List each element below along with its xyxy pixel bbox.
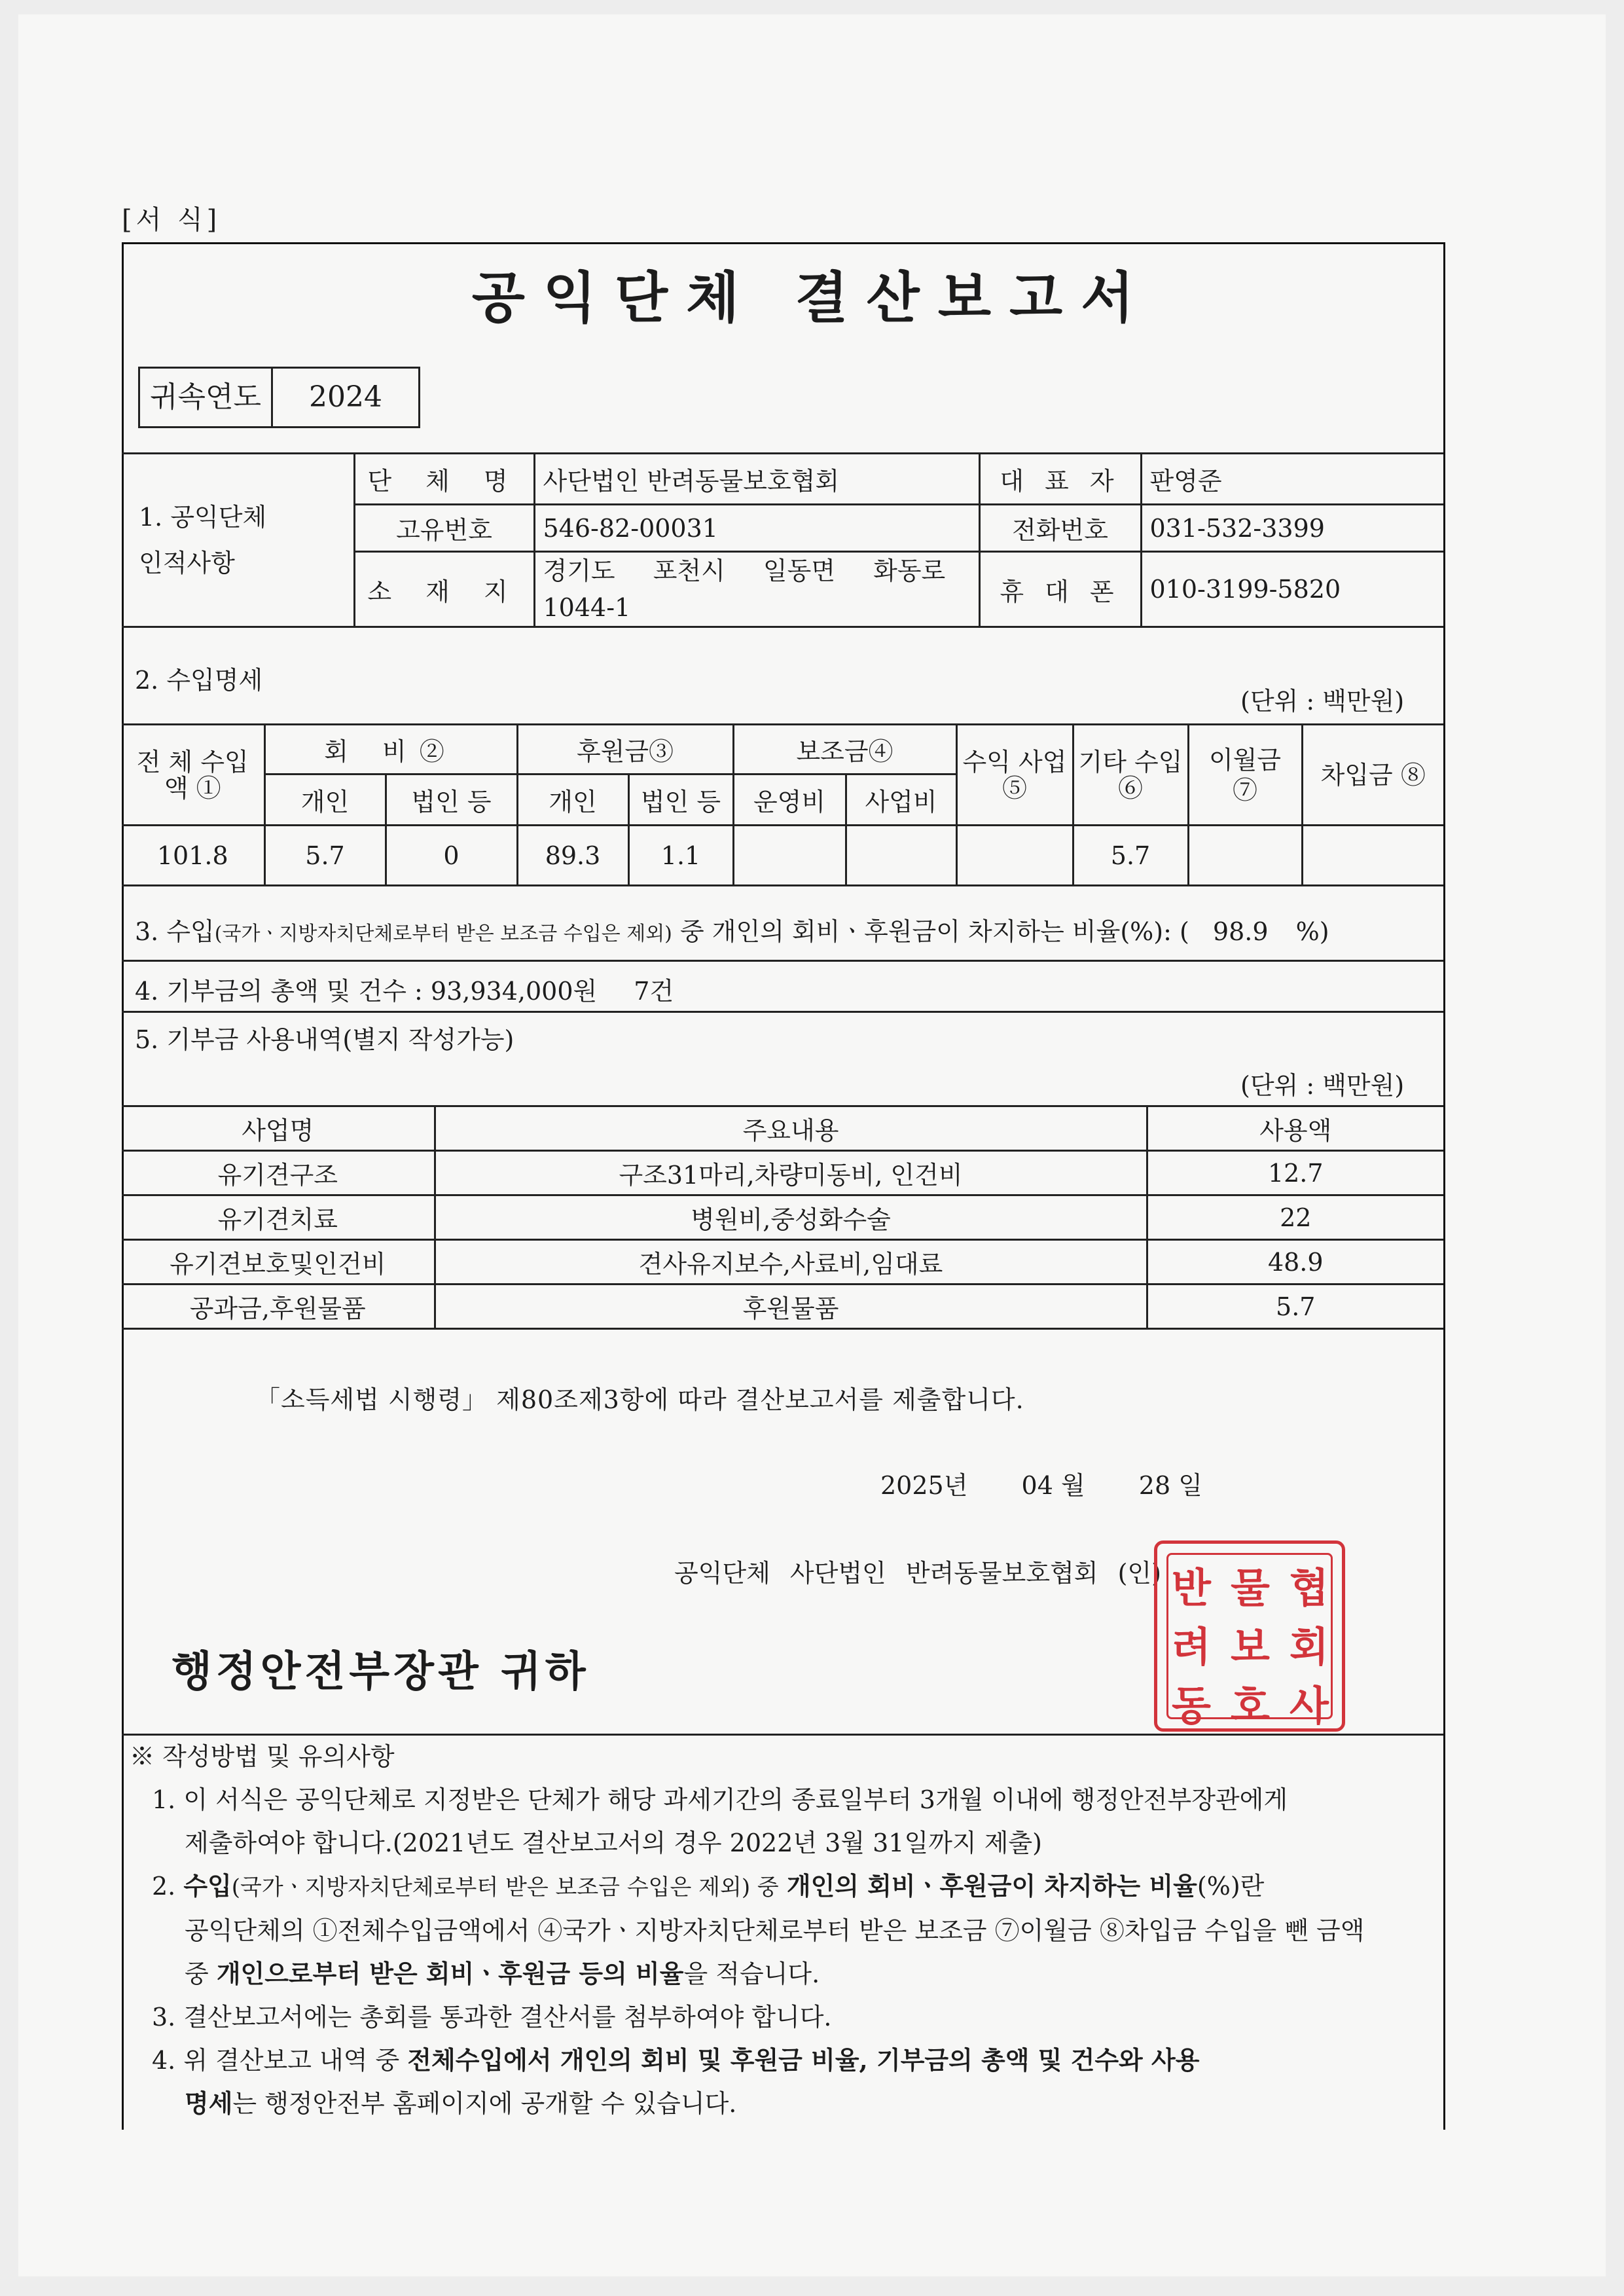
seal-char: 물: [1231, 1564, 1270, 1612]
date-year: 2025년: [880, 1471, 968, 1500]
section4-count: 7건: [634, 977, 674, 1006]
section3-prefix: 3. 수입: [135, 917, 215, 946]
usage-hdr-content: 주요내용: [435, 1106, 1147, 1151]
date-day: 28 일: [1138, 1471, 1202, 1500]
date-line: [880, 1465, 1202, 1501]
note-2a-bold1: 수입: [183, 1871, 232, 1901]
note-4a-bold: 전체수입에서 개인의 회비 및 후원금 비율, 기부금의 총액 및 건수와 사용: [407, 2045, 1200, 2075]
usage-amount: 5.7: [1147, 1285, 1443, 1329]
rule-3: [122, 960, 1443, 962]
usage-content: 병원비,중성화수술: [435, 1195, 1147, 1240]
section2-unit: (단위 : 백만원): [1240, 687, 1405, 716]
note-2a-bold2: 개인의 회비ㆍ후원금이 차지하는 비율: [786, 1871, 1197, 1901]
seal-char: 려: [1172, 1623, 1211, 1671]
notes: [122, 1735, 1441, 2125]
usage-amount: 22: [1147, 1195, 1443, 1240]
id-label: 고유번호: [354, 505, 534, 552]
hdr-don-corporate: 법인 등: [628, 774, 733, 826]
val-mem-corporate: 0: [386, 826, 517, 886]
seal-char: 호: [1231, 1682, 1270, 1730]
hdr-subsidy: 보조금④: [733, 725, 956, 774]
note-4b-bold: 명세: [185, 2088, 233, 2118]
year-box: [138, 367, 420, 428]
usage-name: 유기견치료: [122, 1195, 435, 1240]
rep-value: 판영준: [1141, 454, 1443, 505]
usage-content: 견사유지보수,사료비,임대료: [435, 1240, 1147, 1285]
val-loan: [1302, 826, 1443, 886]
usage-name: 공과금,후원물품: [122, 1285, 435, 1329]
usage-amount: 48.9: [1147, 1240, 1443, 1285]
section2-label: 2. 수입명세: [135, 666, 263, 695]
section5-label: 5. 기부금 사용내역(별지 작성가능): [135, 1025, 514, 1054]
table-row: [122, 1151, 1443, 1195]
hdr-carryover: 이월금 ⑦: [1188, 725, 1302, 826]
name-value: 사단법인 반려동물보호협회: [534, 454, 979, 505]
usage-name: 유기견보호및인건비: [122, 1240, 435, 1285]
val-sub-project: [846, 826, 956, 886]
hdr-total: 전 체 수입액 ①: [122, 725, 264, 826]
usage-amount: 12.7: [1147, 1151, 1443, 1195]
year-label: 귀속연도: [140, 369, 273, 426]
rep-label: 대 표 자: [979, 454, 1141, 505]
usage-table: [122, 1105, 1443, 1330]
seal-char: 반: [1172, 1564, 1211, 1612]
val-don-individual: 89.3: [517, 826, 628, 886]
section3-value: 98.9: [1212, 917, 1269, 946]
note-4b: [185, 2082, 1441, 2125]
table-row: [122, 1285, 1443, 1329]
document-title: 공익단체 결산보고서: [471, 265, 1153, 330]
note-2a-num: 2.: [152, 1872, 176, 1901]
note-2a: [152, 1865, 1441, 1909]
section1-label-text: 1. 공익단체 인적사항: [139, 503, 267, 577]
val-business: [956, 826, 1073, 886]
seal-char: 보: [1231, 1623, 1270, 1671]
val-sub-operating: [733, 826, 846, 886]
hdr-don-individual: 개인: [517, 774, 628, 826]
org-info-table: [122, 452, 1443, 628]
section3-paren: (국가ㆍ지방자치단체로부터 받은 보조금 수입은 제외): [214, 922, 672, 945]
section4-amount: 93,934,000원: [430, 977, 598, 1006]
hdr-loan: 차입금 ⑧: [1302, 725, 1443, 826]
note-4b-tail: 는 행정안전부 홈페이지에 공개할 수 있습니다.: [232, 2089, 737, 2118]
usage-content: 후원물품: [435, 1285, 1147, 1329]
year-value: 2024: [309, 380, 382, 414]
note-2c: [185, 1952, 1441, 1995]
note-2c-tail: 을 적습니다.: [683, 1959, 820, 1988]
note-1b: 제출하여야 합니다.(2021년도 결산보고서의 경우 2022년 3월 31일까지 제출): [185, 1829, 1042, 1857]
table-row: [122, 1240, 1443, 1285]
hdr-membership: 회 비②: [264, 725, 517, 774]
section1-label: [122, 454, 354, 627]
usage-hdr-name: 사업명: [122, 1106, 435, 1151]
rule-4: [122, 1011, 1443, 1013]
hdr-mem-individual: 개인: [264, 774, 386, 826]
hdr-donation: 후원금③: [517, 725, 733, 774]
mobile-label: 휴 대 폰: [979, 552, 1141, 627]
note-4a: [152, 2039, 1441, 2082]
notes-heading: ※ 작성방법 및 유의사항: [130, 1742, 395, 1771]
note-2a-tail: (%)란: [1197, 1872, 1265, 1901]
note-2b: 공익단체의 ①전체수입금액에서 ④국가ㆍ지방자치단체로부터 받은 보조금 ⑦이월금 ⑧차입금 수입을 뺀 금액: [185, 1916, 1365, 1945]
val-total: 101.8: [122, 826, 264, 886]
hdr-other: 기타 수입 ⑥: [1073, 725, 1188, 826]
seal-char: 동: [1172, 1682, 1211, 1730]
section3-text: 중 개인의 회비ㆍ후원금이 차지하는 비율(%): (: [679, 917, 1189, 946]
note-1a: 1. 이 서식은 공익단체로 지정받은 단체가 해당 과세기간의 종료일부터 3개월 이내에 행정안전부장관에게: [152, 1785, 1288, 1814]
section4-line: [135, 971, 674, 1007]
form-tag: [서 식]: [122, 205, 221, 235]
id-value: 546-82-00031: [534, 505, 979, 552]
org-line: 공익단체 사단법인 반려동물보호협회 (인): [674, 1559, 1161, 1588]
hdr-business: 수익 사업 ⑤: [956, 725, 1073, 826]
seal-char: 사: [1290, 1682, 1329, 1730]
usage-hdr-amount: 사용액: [1147, 1106, 1443, 1151]
organization-seal: [1154, 1540, 1345, 1732]
phone-label: 전화번호: [979, 505, 1141, 552]
note-2c-bold: 개인으로부터 받은 회비ㆍ후원금 등의 비율: [216, 1959, 684, 1988]
seal-char: 협: [1290, 1564, 1329, 1612]
seal-char: 회: [1290, 1623, 1329, 1671]
val-don-corporate: 1.1: [628, 826, 733, 886]
mobile-value: 010-3199-5820: [1141, 552, 1443, 627]
section3-suffix: %): [1295, 917, 1329, 946]
hdr-sub-operating: 운영비: [733, 774, 846, 826]
addr-value: 경기도 포천시 일동면 화동로 1044-1: [534, 552, 979, 627]
table-row: [122, 1195, 1443, 1240]
recipient: 행정안전부장관 귀하: [171, 1647, 590, 1696]
hdr-sub-project: 사업비: [846, 774, 956, 826]
section3-line: [135, 911, 1437, 947]
phone-value: 031-532-3399: [1141, 505, 1443, 552]
val-mem-individual: 5.7: [264, 826, 386, 886]
section5-unit: (단위 : 백만원): [1240, 1071, 1405, 1100]
addr-label: 소 재 지: [354, 552, 534, 627]
note-2a-text: (국가ㆍ지방자치단체로부터 받은 보조금 수입은 제외) 중: [231, 1874, 779, 1901]
note-4a-head: 4. 위 결산보고 내역 중: [152, 2046, 400, 2075]
val-other: 5.7: [1073, 826, 1188, 886]
usage-content: 구조31마리,차량미동비, 인건비: [435, 1151, 1147, 1195]
hdr-mem-corporate: 법인 등: [386, 774, 517, 826]
date-month: 04 월: [1021, 1471, 1085, 1500]
name-label: 단 체 명: [354, 454, 534, 505]
income-table: [122, 723, 1443, 886]
val-carryover: [1188, 826, 1302, 886]
section4-label: 4. 기부금의 총액 및 건수 :: [135, 977, 423, 1006]
declaration: 「소득세법 시행령」 제80조제3항에 따라 결산보고서를 제출합니다.: [255, 1385, 1024, 1414]
note-3: 3. 결산보고서에는 총회를 통과한 결산서를 첨부하여야 합니다.: [152, 2003, 832, 2032]
usage-name: 유기견구조: [122, 1151, 435, 1195]
note-2c-head: 중: [185, 1959, 209, 1988]
